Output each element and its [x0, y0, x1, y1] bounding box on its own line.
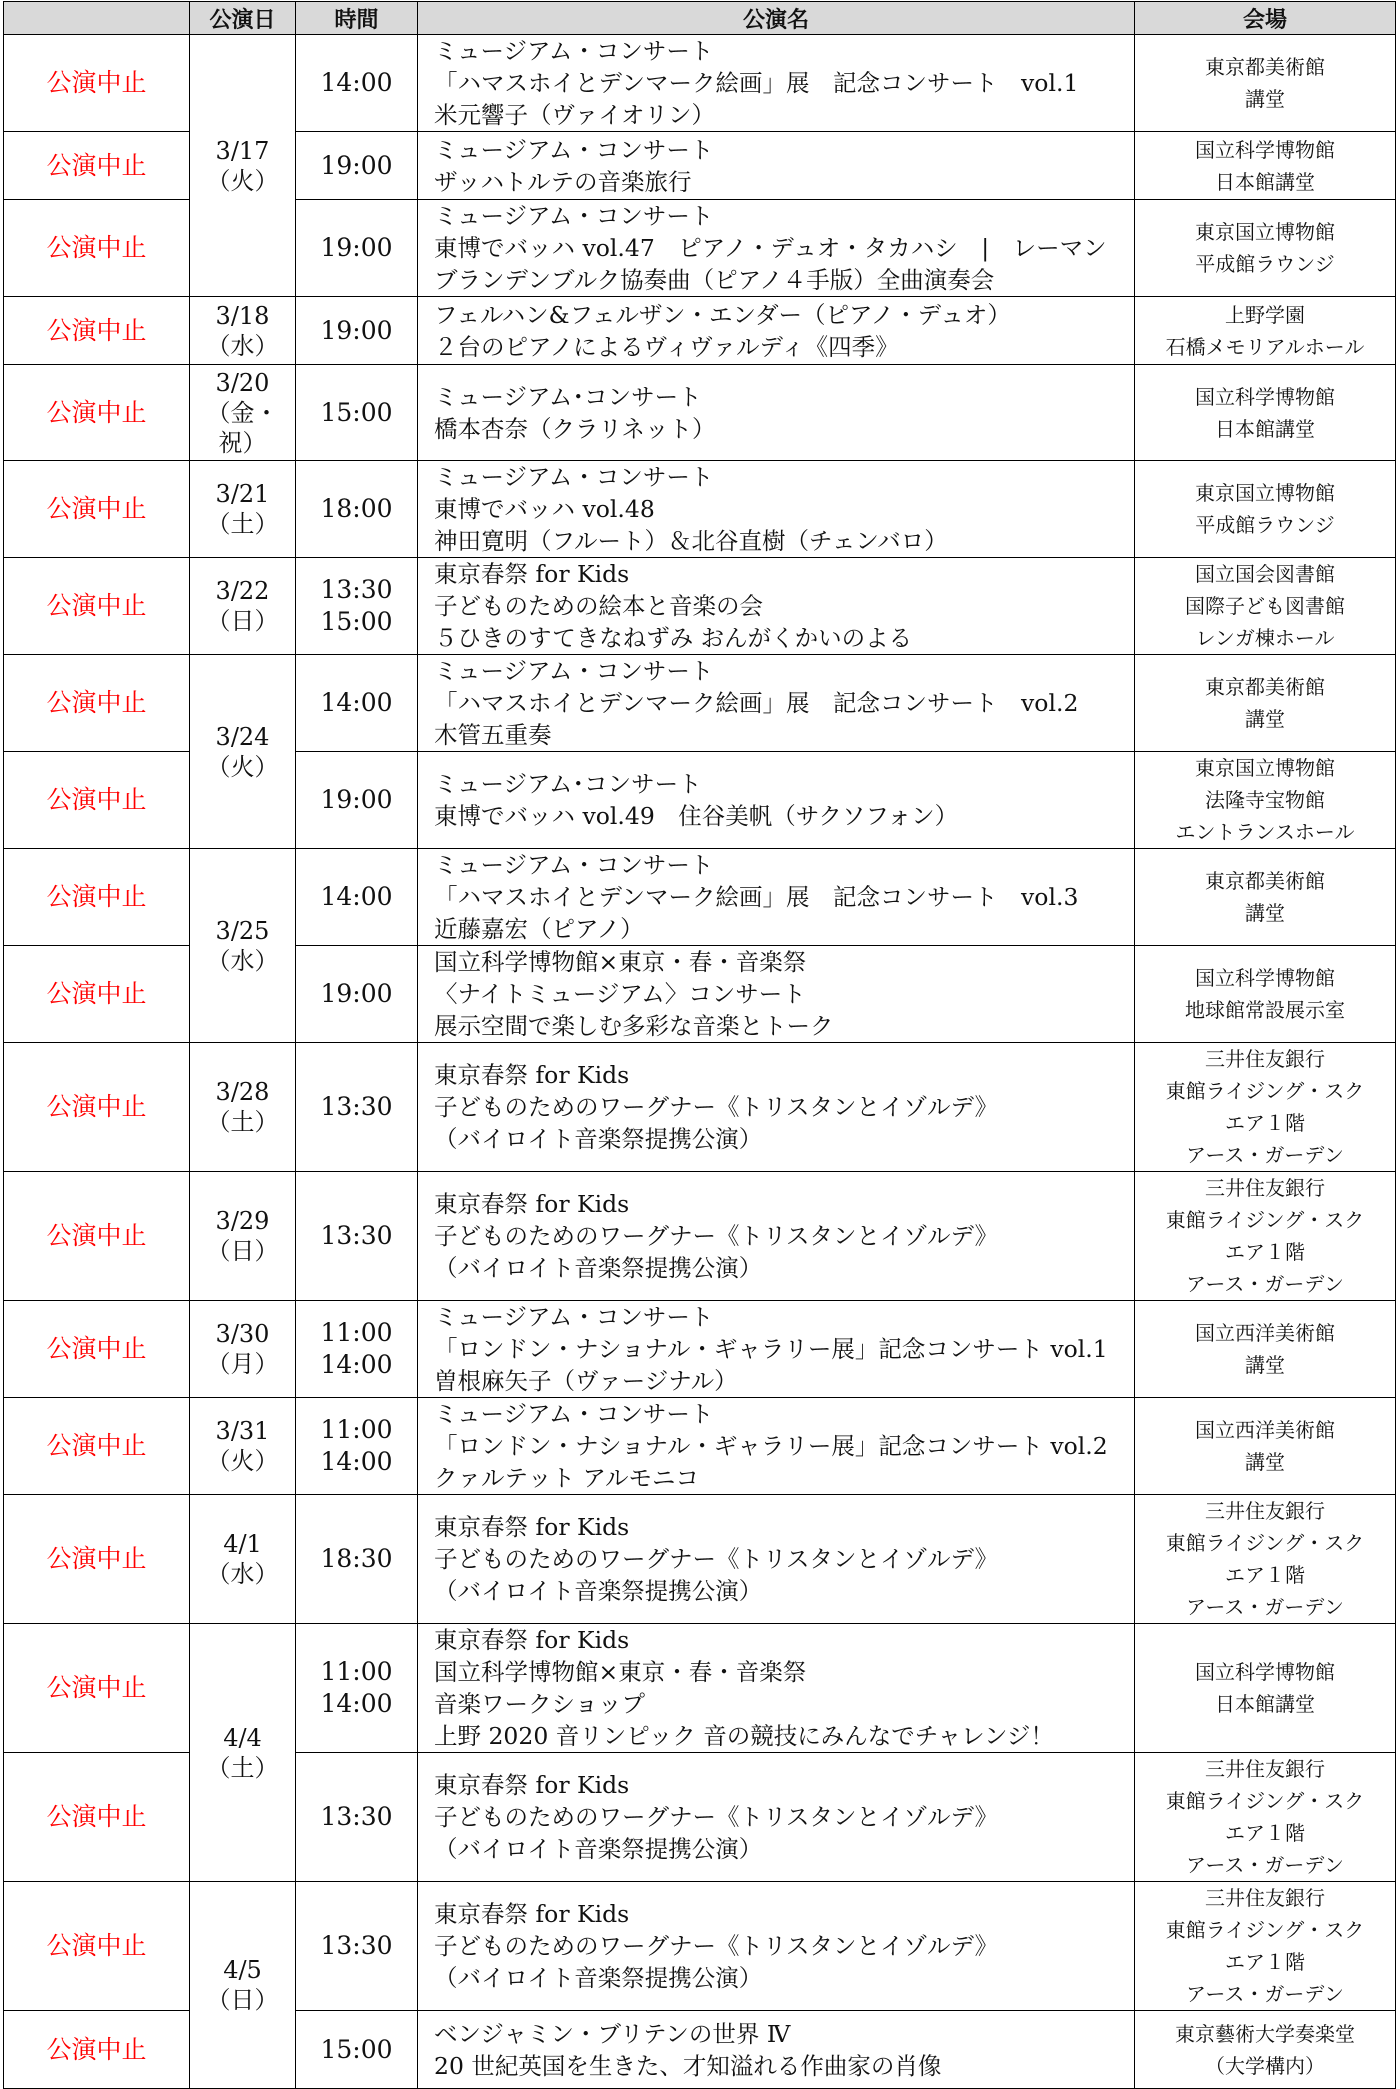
time-cell [296, 461, 418, 558]
cell-line: 3/21 [215, 480, 270, 508]
title-cell [418, 2011, 1135, 2089]
schedule-body [4, 35, 1396, 2089]
table-row [4, 1882, 1396, 2011]
cell-line: 18:00 [320, 494, 393, 523]
table-row [4, 1398, 1396, 1495]
cell-line: 東京都美術館 [1205, 55, 1325, 79]
cell-line: ミュージアム・コンサート [434, 1400, 714, 1428]
cell-line: 講堂 [1245, 901, 1285, 925]
status-cancelled: 公演中止 [4, 365, 190, 461]
cell-line: （水） [206, 331, 279, 360]
time-cell [296, 35, 418, 132]
cell-line: 三井住友銀行 [1205, 1047, 1325, 1071]
table-row [4, 1043, 1396, 1172]
cell-line: 神田寛明（フルート）＆北谷直樹（チェンバロ） [434, 527, 948, 555]
title-cell [418, 849, 1135, 946]
cell-line: 13:30 [320, 1931, 393, 1960]
cell-line: （水） [206, 946, 279, 975]
date-cell [190, 1301, 296, 1398]
header-row [4, 2, 1396, 35]
cell-line: 4/4 [223, 1723, 262, 1752]
cell-line: 平成館ラウンジ [1195, 252, 1335, 276]
time-cell [296, 1624, 418, 1753]
cell-line: 近藤嘉宏（ピアノ） [434, 915, 644, 943]
cell-line: （月） [206, 1350, 279, 1378]
cell-line: 東京国立博物館 [1195, 481, 1335, 505]
time-cell [296, 946, 418, 1043]
cell-line: ザッハトルテの音楽旅行 [434, 167, 692, 196]
table-row [4, 461, 1396, 558]
status-cancelled: 公演中止 [4, 849, 190, 946]
cell-line: （火） [206, 752, 279, 781]
cell-line: アース・ガーデン [1186, 1853, 1344, 1877]
table-row [4, 297, 1396, 365]
table-row [4, 1301, 1396, 1398]
cell-line: 13:30 [320, 575, 393, 604]
cell-line: 講堂 [1245, 87, 1285, 111]
time-cell [296, 2011, 418, 2089]
cell-line: ベンジャミン・ブリテンの世界 Ⅳ [434, 2019, 791, 2048]
status-cancelled: 公演中止 [4, 132, 190, 200]
venue-cell [1135, 849, 1396, 946]
venue-cell [1135, 200, 1396, 297]
cell-line: 13:30 [320, 1221, 393, 1250]
time-cell [296, 1753, 418, 1882]
title-cell [418, 365, 1135, 461]
cell-line: （土） [206, 1108, 279, 1136]
cell-line: 3/28 [215, 1078, 270, 1106]
time-cell [296, 365, 418, 461]
cell-line: 4/1 [223, 1530, 262, 1558]
table-row [4, 1495, 1396, 1624]
cell-line: 〈ナイトミュージアム〉コンサート [434, 980, 806, 1008]
cell-line: ミュージアム･コンサート [434, 382, 702, 411]
title-cell [418, 558, 1135, 655]
time-cell [296, 558, 418, 655]
time-cell [296, 1882, 418, 2011]
title-cell [418, 655, 1135, 752]
date-cell [190, 1495, 296, 1624]
cell-line: エア１階 [1225, 1563, 1305, 1587]
status-cancelled: 公演中止 [4, 2011, 190, 2089]
cell-line: 「ロンドン・ナショナル・ギャラリー展」記念コンサート vol.1 [434, 1335, 1108, 1363]
cell-line: 橋本杏奈（クラリネット） [434, 414, 716, 443]
cell-line: 講堂 [1245, 1353, 1285, 1377]
cell-line: ミュージアム・コンサート [434, 1303, 714, 1331]
cell-line: 石橋メモリアルホール [1165, 334, 1365, 359]
cell-line: 東京国立博物館 [1195, 220, 1335, 244]
status-cancelled: 公演中止 [4, 35, 190, 132]
time-cell [296, 752, 418, 849]
cell-line: 東京春祭 for Kids [434, 1061, 630, 1089]
cell-line: 15:00 [320, 397, 393, 427]
status-cancelled: 公演中止 [4, 1882, 190, 2011]
cell-line: （バイロイト音楽祭提携公演） [434, 1964, 763, 1992]
cell-line: アース・ガーデン [1186, 1143, 1344, 1167]
cell-line: 東京都美術館 [1205, 675, 1325, 699]
cell-line: 展示空間で楽しむ多彩な音楽とトーク [434, 1012, 834, 1040]
cell-line: 19:00 [320, 233, 393, 262]
cell-line: アース・ガーデン [1186, 1272, 1344, 1296]
cell-line: 東京春祭 for Kids [434, 1900, 630, 1928]
cell-line: 国立科学博物館 [1195, 137, 1335, 162]
cell-line: 日本館講堂 [1215, 416, 1315, 441]
cell-line: 東館ライジング・スク [1165, 1531, 1365, 1555]
cell-line: 国立西洋美術館 [1195, 1418, 1335, 1442]
status-cancelled: 公演中止 [4, 655, 190, 752]
cell-line: 音楽ワークショップ [434, 1690, 646, 1718]
status-cancelled: 公演中止 [4, 1753, 190, 1882]
cell-line: エア１階 [1225, 1111, 1305, 1135]
cell-line: 子どものためのワーグナー《トリスタンとイゾルデ》 [434, 1803, 998, 1831]
cell-line: 国立国会図書館 [1195, 562, 1335, 586]
cell-line: ５ひきのすてきなねずみ おんがくかいのよる [434, 624, 913, 652]
date-cell [190, 1043, 296, 1172]
status-cancelled: 公演中止 [4, 1043, 190, 1172]
cell-line: 国立科学博物館×東京・春・音楽祭 [434, 948, 807, 976]
cell-line: 三井住友銀行 [1205, 1757, 1325, 1781]
cell-line: 東京国立博物館 [1195, 756, 1335, 780]
cell-line: 子どものためのワーグナー《トリスタンとイゾルデ》 [434, 1932, 998, 1960]
cell-line: 東京春祭 for Kids [434, 560, 630, 588]
cell-line: 三井住友銀行 [1205, 1499, 1325, 1523]
title-cell [418, 132, 1135, 200]
cell-line: 東京藝術大学奏楽堂 [1175, 2021, 1355, 2046]
title-cell [418, 1495, 1135, 1624]
venue-cell [1135, 132, 1396, 200]
cell-line: 法隆寺宝物館 [1205, 788, 1325, 812]
header-time: 時間 [296, 2, 418, 35]
cell-line: 「ハマスホイとデンマーク絵画」展 記念コンサート vol.3 [434, 883, 1079, 911]
header-date: 公演日 [190, 2, 296, 35]
status-cancelled: 公演中止 [4, 752, 190, 849]
cell-line: 東博でバッハ vol.47 ピアノ・デュオ・タカハシ | レーマン [434, 234, 1107, 262]
cell-line: 3/17 [215, 136, 270, 165]
cell-line: 19:00 [320, 150, 393, 180]
cell-line: 子どものためのワーグナー《トリスタンとイゾルデ》 [434, 1545, 998, 1573]
cell-line: 東京都美術館 [1205, 869, 1325, 893]
status-cancelled: 公演中止 [4, 1172, 190, 1301]
cell-line: 11:00 [320, 1657, 393, 1686]
cell-line: ミュージアム・コンサート [434, 37, 714, 65]
cell-line: ミュージアム・コンサート [434, 202, 714, 230]
cell-line: 「ハマスホイとデンマーク絵画」展 記念コンサート vol.2 [434, 689, 1079, 717]
cell-line: 13:30 [320, 1802, 393, 1831]
cell-line: 国立科学博物館 [1195, 384, 1335, 409]
date-cell [190, 1172, 296, 1301]
table-row [4, 1624, 1396, 1753]
title-cell [418, 1882, 1135, 2011]
status-cancelled: 公演中止 [4, 946, 190, 1043]
cell-line: 3/30 [215, 1320, 270, 1348]
cell-line: 19:00 [320, 979, 393, 1008]
table-row [4, 365, 1396, 461]
time-cell [296, 1172, 418, 1301]
cell-line: 3/22 [215, 577, 270, 605]
cell-line: エントランスホール [1175, 820, 1355, 844]
cell-line: 木管五重奏 [434, 721, 552, 749]
cell-line: （大学構内） [1205, 2053, 1325, 2078]
cell-line: 上野 2020 音リンピック 音の競技にみんなでチャレンジ！ [434, 1722, 1054, 1750]
cell-line: 平成館ラウンジ [1195, 513, 1335, 537]
cell-line: （バイロイト音楽祭提携公演） [434, 1254, 763, 1282]
cell-line: 19:00 [320, 315, 393, 345]
table-row [4, 849, 1396, 946]
date-cell [190, 849, 296, 1043]
cell-line: 講堂 [1245, 1450, 1285, 1474]
cell-line: 東館ライジング・スク [1165, 1208, 1365, 1232]
cell-line: レンガ棟ホール [1195, 626, 1335, 650]
cell-line: エア１階 [1225, 1950, 1305, 1974]
venue-cell [1135, 752, 1396, 849]
cell-line: （火） [206, 1447, 279, 1475]
cell-line: 東京春祭 for Kids [434, 1626, 630, 1654]
cell-line: 3/31 [215, 1417, 270, 1445]
time-cell [296, 1301, 418, 1398]
venue-cell [1135, 2011, 1396, 2089]
time-cell [296, 1398, 418, 1495]
cell-line: 日本館講堂 [1215, 169, 1315, 194]
date-cell [190, 558, 296, 655]
time-cell [296, 1043, 418, 1172]
cell-line: 地球館常設展示室 [1185, 998, 1345, 1022]
table-row [4, 558, 1396, 655]
cell-line: 14:00 [320, 1350, 393, 1379]
date-cell [190, 461, 296, 558]
table-row [4, 35, 1396, 132]
header-status [4, 2, 190, 35]
time-cell [296, 655, 418, 752]
time-cell [296, 200, 418, 297]
cell-line: 3/24 [215, 722, 270, 751]
cell-line: 18:30 [320, 1544, 393, 1573]
cell-line: 19:00 [320, 785, 393, 814]
venue-cell [1135, 558, 1396, 655]
cell-line: 14:00 [320, 882, 393, 911]
cell-line: 東館ライジング・スク [1165, 1079, 1365, 1103]
cell-line: 13:30 [320, 1092, 393, 1121]
cell-line: ミュージアム・コンサート [434, 135, 714, 164]
venue-cell [1135, 297, 1396, 365]
cell-line: 国際子ども図書館 [1185, 594, 1345, 618]
time-cell [296, 849, 418, 946]
cell-line: 15:00 [320, 607, 393, 636]
cell-line: （水） [206, 1560, 279, 1588]
cell-line: 14:00 [320, 1447, 393, 1476]
time-cell [296, 1495, 418, 1624]
cell-line: 「ハマスホイとデンマーク絵画」展 記念コンサート vol.1 [434, 69, 1079, 97]
date-cell [190, 1624, 296, 1882]
cell-line: （バイロイト音楽祭提携公演） [434, 1835, 763, 1863]
status-cancelled: 公演中止 [4, 1398, 190, 1495]
title-cell [418, 35, 1135, 132]
status-cancelled: 公演中止 [4, 297, 190, 365]
cell-line: 3/20 [215, 368, 270, 397]
cell-line: （土） [206, 510, 279, 538]
cell-line: （火） [206, 166, 279, 195]
date-cell [190, 35, 296, 297]
venue-cell [1135, 1398, 1396, 1495]
cell-line: 国立科学博物館 [1195, 1660, 1335, 1684]
venue-cell [1135, 1301, 1396, 1398]
cell-line: 東館ライジング・スク [1165, 1789, 1365, 1813]
cell-line: 国立科学博物館×東京・春・音楽祭 [434, 1658, 807, 1686]
date-cell [190, 1882, 296, 2089]
cell-line: 3/29 [215, 1207, 270, 1235]
venue-cell [1135, 1172, 1396, 1301]
cell-line: フェルハン&フェルザン・エンダー（ピアノ・デュオ） [434, 300, 1011, 329]
cell-line: アース・ガーデン [1186, 1982, 1344, 2006]
title-cell [418, 1753, 1135, 1882]
cell-line: 子どものためのワーグナー《トリスタンとイゾルデ》 [434, 1222, 998, 1250]
cell-line: アース・ガーデン [1186, 1595, 1344, 1619]
cell-line: 東館ライジング・スク [1165, 1918, 1365, 1942]
cell-line: 14:00 [320, 688, 393, 717]
schedule-table-container [3, 1, 1395, 2089]
status-cancelled: 公演中止 [4, 558, 190, 655]
venue-cell [1135, 365, 1396, 461]
title-cell [418, 461, 1135, 558]
header-venue: 会場 [1135, 2, 1396, 35]
venue-cell [1135, 655, 1396, 752]
status-cancelled: 公演中止 [4, 200, 190, 297]
title-cell [418, 1398, 1135, 1495]
cell-line: 20 世紀英国を生きた、才知溢れる作曲家の肖像 [434, 2051, 942, 2080]
schedule-table [3, 1, 1396, 2089]
cell-line: エア１階 [1225, 1821, 1305, 1845]
cell-line: 3/18 [215, 301, 270, 330]
venue-cell [1135, 946, 1396, 1043]
title-cell [418, 1301, 1135, 1398]
cell-line: 三井住友銀行 [1205, 1886, 1325, 1910]
cell-line: （バイロイト音楽祭提携公演） [434, 1125, 763, 1153]
cell-line: ミュージアム・コンサート [434, 851, 714, 879]
cell-line: 日本館講堂 [1215, 1692, 1315, 1716]
venue-cell [1135, 461, 1396, 558]
cell-line: 4/5 [223, 1956, 262, 1984]
cell-line: ミュージアム・コンサート [434, 463, 714, 491]
cell-line: 東博でバッハ vol.48 [434, 495, 655, 523]
cell-line: （土） [206, 1753, 279, 1782]
title-cell [418, 200, 1135, 297]
cell-line: 東京春祭 for Kids [434, 1513, 630, 1541]
title-cell [418, 752, 1135, 849]
cell-line: 曽根麻矢子（ヴァージナル） [434, 1367, 738, 1395]
title-cell [418, 1043, 1135, 1172]
cell-line: 講堂 [1245, 707, 1285, 731]
cell-line: 東博でバッハ vol.49 住谷美帆（サクソフォン） [434, 802, 959, 830]
status-cancelled: 公演中止 [4, 1624, 190, 1753]
cell-line: 14:00 [320, 68, 393, 97]
header-title: 公演名 [418, 2, 1135, 35]
cell-line: 米元響子（ヴァイオリン） [434, 101, 716, 129]
title-cell [418, 946, 1135, 1043]
cell-line: 11:00 [320, 1318, 393, 1347]
cell-line: （バイロイト音楽祭提携公演） [434, 1577, 763, 1605]
cell-line: ミュージアム・コンサート [434, 657, 714, 685]
title-cell [418, 297, 1135, 365]
cell-line: 15:00 [320, 2034, 393, 2064]
cell-line: エア１階 [1225, 1240, 1305, 1264]
cell-line: クァルテット アルモニコ [434, 1464, 700, 1492]
table-row [4, 1172, 1396, 1301]
cell-line: 祝） [218, 428, 267, 457]
cell-line: ミュージアム･コンサート [434, 770, 702, 798]
cell-line: （日） [206, 1237, 279, 1265]
venue-cell [1135, 1753, 1396, 1882]
title-cell [418, 1624, 1135, 1753]
venue-cell [1135, 1495, 1396, 1624]
cell-line: 14:00 [320, 1689, 393, 1718]
cell-line: 11:00 [320, 1415, 393, 1444]
date-cell [190, 1398, 296, 1495]
cell-line: （金・ [206, 398, 279, 427]
status-cancelled: 公演中止 [4, 1495, 190, 1624]
time-cell [296, 297, 418, 365]
cell-line: 子どものための絵本と音楽の会 [434, 592, 763, 620]
date-cell [190, 655, 296, 849]
date-cell [190, 297, 296, 365]
cell-line: 国立科学博物館 [1195, 966, 1335, 990]
cell-line: 「ロンドン・ナショナル・ギャラリー展」記念コンサート vol.2 [434, 1432, 1108, 1460]
status-cancelled: 公演中止 [4, 1301, 190, 1398]
cell-line: 東京春祭 for Kids [434, 1771, 630, 1799]
venue-cell [1135, 35, 1396, 132]
cell-line: 国立西洋美術館 [1195, 1321, 1335, 1345]
status-cancelled: 公演中止 [4, 461, 190, 558]
title-cell [418, 1172, 1135, 1301]
cell-line: 三井住友銀行 [1205, 1176, 1325, 1200]
table-row [4, 655, 1396, 752]
cell-line: 上野学園 [1225, 302, 1305, 327]
venue-cell [1135, 1624, 1396, 1753]
venue-cell [1135, 1882, 1396, 2011]
cell-line: 子どものためのワーグナー《トリスタンとイゾルデ》 [434, 1093, 998, 1121]
venue-cell [1135, 1043, 1396, 1172]
cell-line: （日） [206, 607, 279, 635]
cell-line: ２台のピアノによるヴィヴァルディ《四季》 [434, 332, 899, 361]
cell-line: 東京春祭 for Kids [434, 1190, 630, 1218]
date-cell [190, 365, 296, 461]
cell-line: ブランデンブルク協奏曲（ピアノ４手版）全曲演奏会 [434, 266, 995, 294]
time-cell [296, 132, 418, 200]
cell-line: 3/25 [215, 916, 270, 945]
cell-line: （日） [206, 1986, 279, 2014]
